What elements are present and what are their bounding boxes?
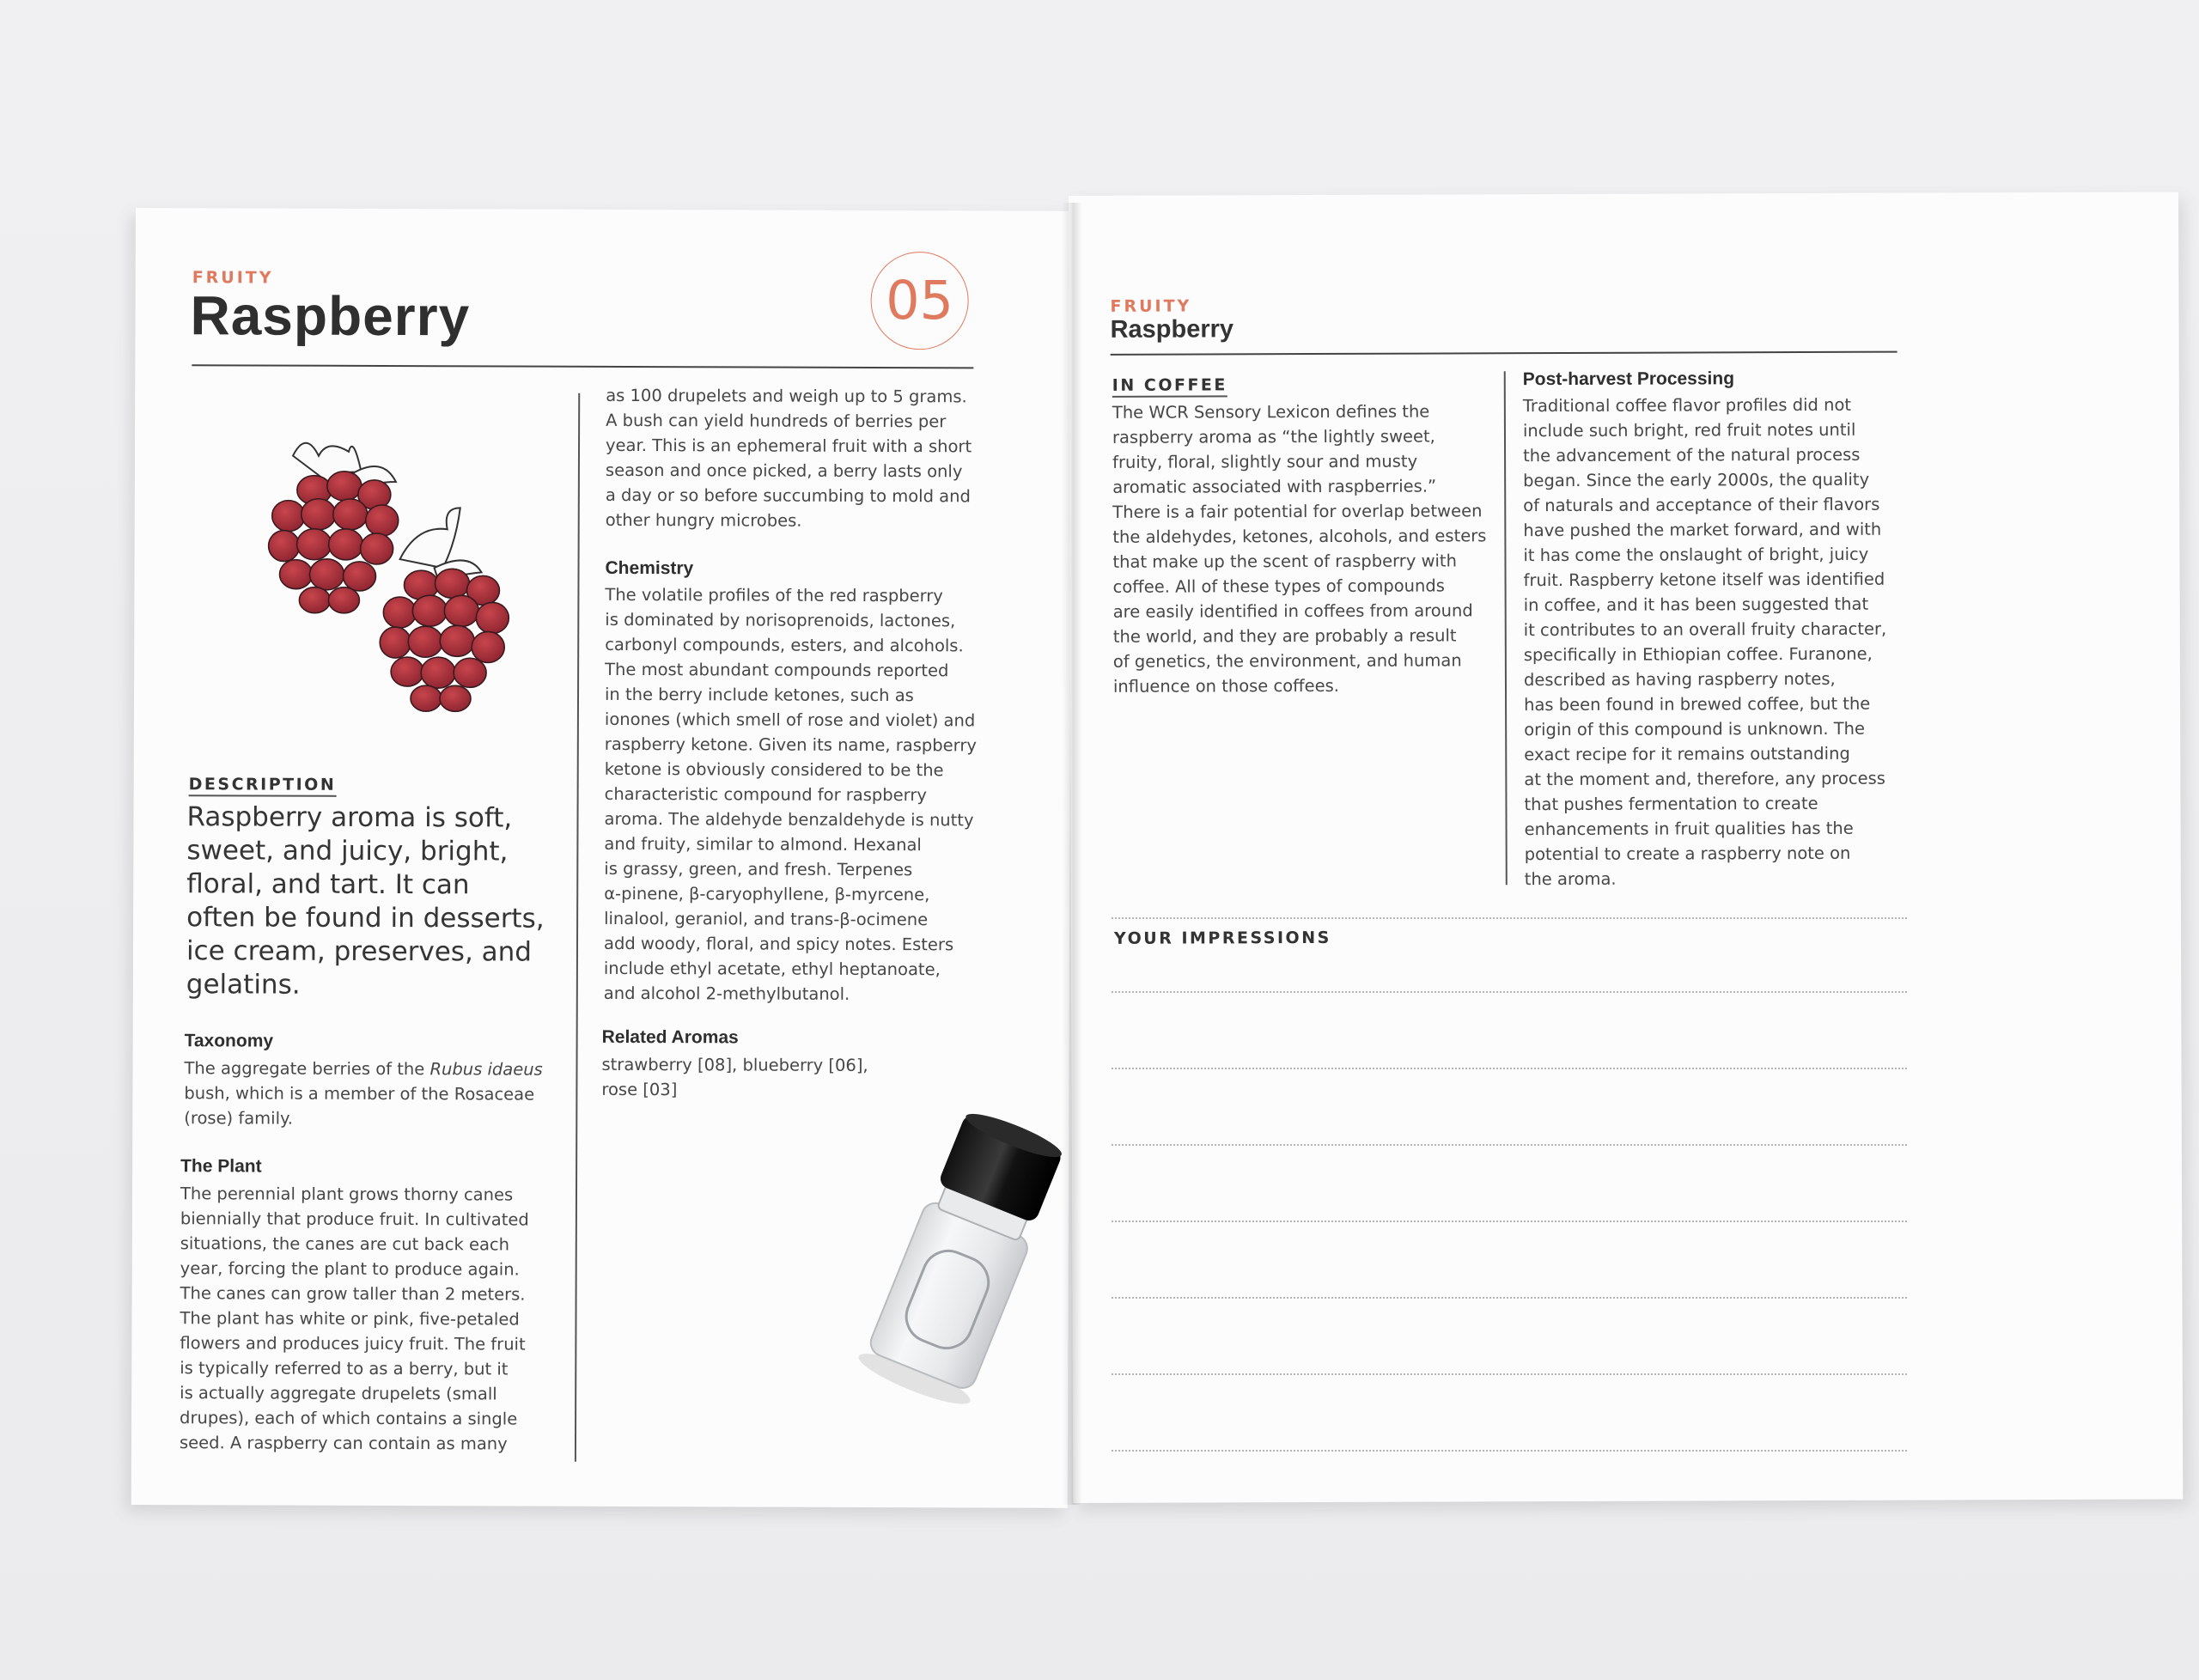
writing-line[interactable]	[1112, 1450, 1907, 1452]
aroma-number-badge: 05	[870, 252, 968, 350]
writing-line[interactable]	[1112, 1373, 1907, 1375]
writing-line[interactable]	[1112, 991, 1907, 993]
post-harvest-heading: Post-harvest Processing	[1522, 368, 1735, 390]
plant-text-continued: as 100 drupelets and weigh up to 5 grams. A bush can yield hundreds of berries per year. This is an ephemeral fruit with a short season and once picked, a berry lasts only a day or so before succumbing to mold and other hungry microbes.	[605, 385, 972, 531]
species-name: Rubus idaeus	[429, 1059, 543, 1080]
page-title-right: Raspberry	[1110, 315, 1234, 344]
in-coffee-text: The WCR Sensory Lexicon defines the raspberry aroma as “the lightly sweet, fruity, floral, slightly sour and musty aromatic associated with raspberries.” There is a fair potential for overlap between the aldehydes, ketones, alcohols, and esters that make up the scent of raspberry with coffee. All of these types of compounds are easily identified in coffees from around the world, and they are probably a result of genetics, the environment, and human influence on those coffees.	[1112, 401, 1487, 697]
chemistry-text: The volatile profiles of the red raspberry is dominated by norisoprenoids, lactones, carbonyl compounds, esters, and alcohols. The most abundant compounds reported in the berry include ketones, such as ionones (which smell of rose and violet) and raspberry ketone. Given its name, raspberry ketone is obviously considered to be the characteristic compound for raspberry aroma. The aldehyde benzaldehyde is nutty and fruity, similar to almond. Hexanal is grassy, green, and fresh. Terpenes α-pinene, β-caryophyllene, β-myrcene, linalool, geraniol, and trans-β-ocimene add woody, floral, and spicy notes. Esters include ethyl acetate, ethyl heptanoate, and alcohol 2-methylbutanol.	[603, 584, 977, 1004]
title-rule	[192, 364, 973, 368]
plant-heading: The Plant	[180, 1156, 262, 1177]
category-label: FRUITY	[192, 268, 274, 288]
description-heading: DESCRIPTION	[189, 775, 337, 797]
title-rule-right	[1111, 351, 1897, 356]
related-text: strawberry [08], blueberry [06], rose [03]	[601, 1054, 868, 1100]
taxonomy-heading: Taxonomy	[184, 1031, 274, 1051]
writing-line[interactable]	[1112, 1220, 1907, 1222]
page-title: Raspberry	[190, 284, 471, 348]
related-heading: Related Aromas	[601, 1026, 739, 1048]
post-harvest-text: Traditional coffee flavor profiles did not include such bright, red fruit notes until the advancement of the natural process began. Since the early 2000s, the quality of naturals and acceptance of their flavors have pushed the market forward, and with it has come the onslaught of bright, juicy fruit. Raspberry ketone itself was identified in coffee, and it has been suggested that it contributes to an overall fruity character, specifically in Ethiopian coffee. Furanone, described as having raspberry notes, has been found in brewed coffee, but the origin of this compound is unknown. The exact recipe for it remains outstanding at the moment and, therefore, any process that pushes fermentation to create enhancements in fruit qualities has the potential to create a raspberry note on the aroma.	[1522, 394, 1887, 890]
description-text: Raspberry aroma is soft, sweet, and juicy, bright, floral, and tart. It can often be found in desserts, ice cream, preserves, and gelatins.	[186, 801, 545, 1001]
writing-line[interactable]	[1112, 1068, 1907, 1069]
taxonomy-text: The aggregate berries of the Rubus idaeus bush, which is a member of the Rosaceae (rose) family.	[184, 1058, 543, 1129]
chemistry-heading: Chemistry	[605, 557, 694, 579]
in-coffee-heading: IN COFFEE	[1112, 375, 1227, 397]
writing-line[interactable]	[1112, 1144, 1907, 1146]
column-divider-right	[1504, 371, 1508, 885]
vial-bottle-icon	[825, 1108, 1117, 1426]
plant-text: The perennial plant grows thorny canes biennially that produce fruit. In cultivated situations, the canes are cut back each year, forcing the plant to produce again. The canes can grow taller than 2 meters. The plant has white or pink, five-petaled flowers and produces juicy fruit. The fruit is typically referred to as a berry, but it is actually aggregate drupelets (small drupes), each of which contains a single seed. A raspberry can contain as many	[179, 1184, 529, 1454]
impressions-top-rule	[1112, 917, 1907, 919]
right-page	[1069, 192, 2183, 1503]
category-label-right: FRUITY	[1110, 296, 1192, 316]
impressions-heading: YOUR IMPRESSIONS	[1113, 928, 1331, 948]
writing-line[interactable]	[1112, 1297, 1907, 1299]
raspberry-illustration-icon	[223, 421, 585, 731]
